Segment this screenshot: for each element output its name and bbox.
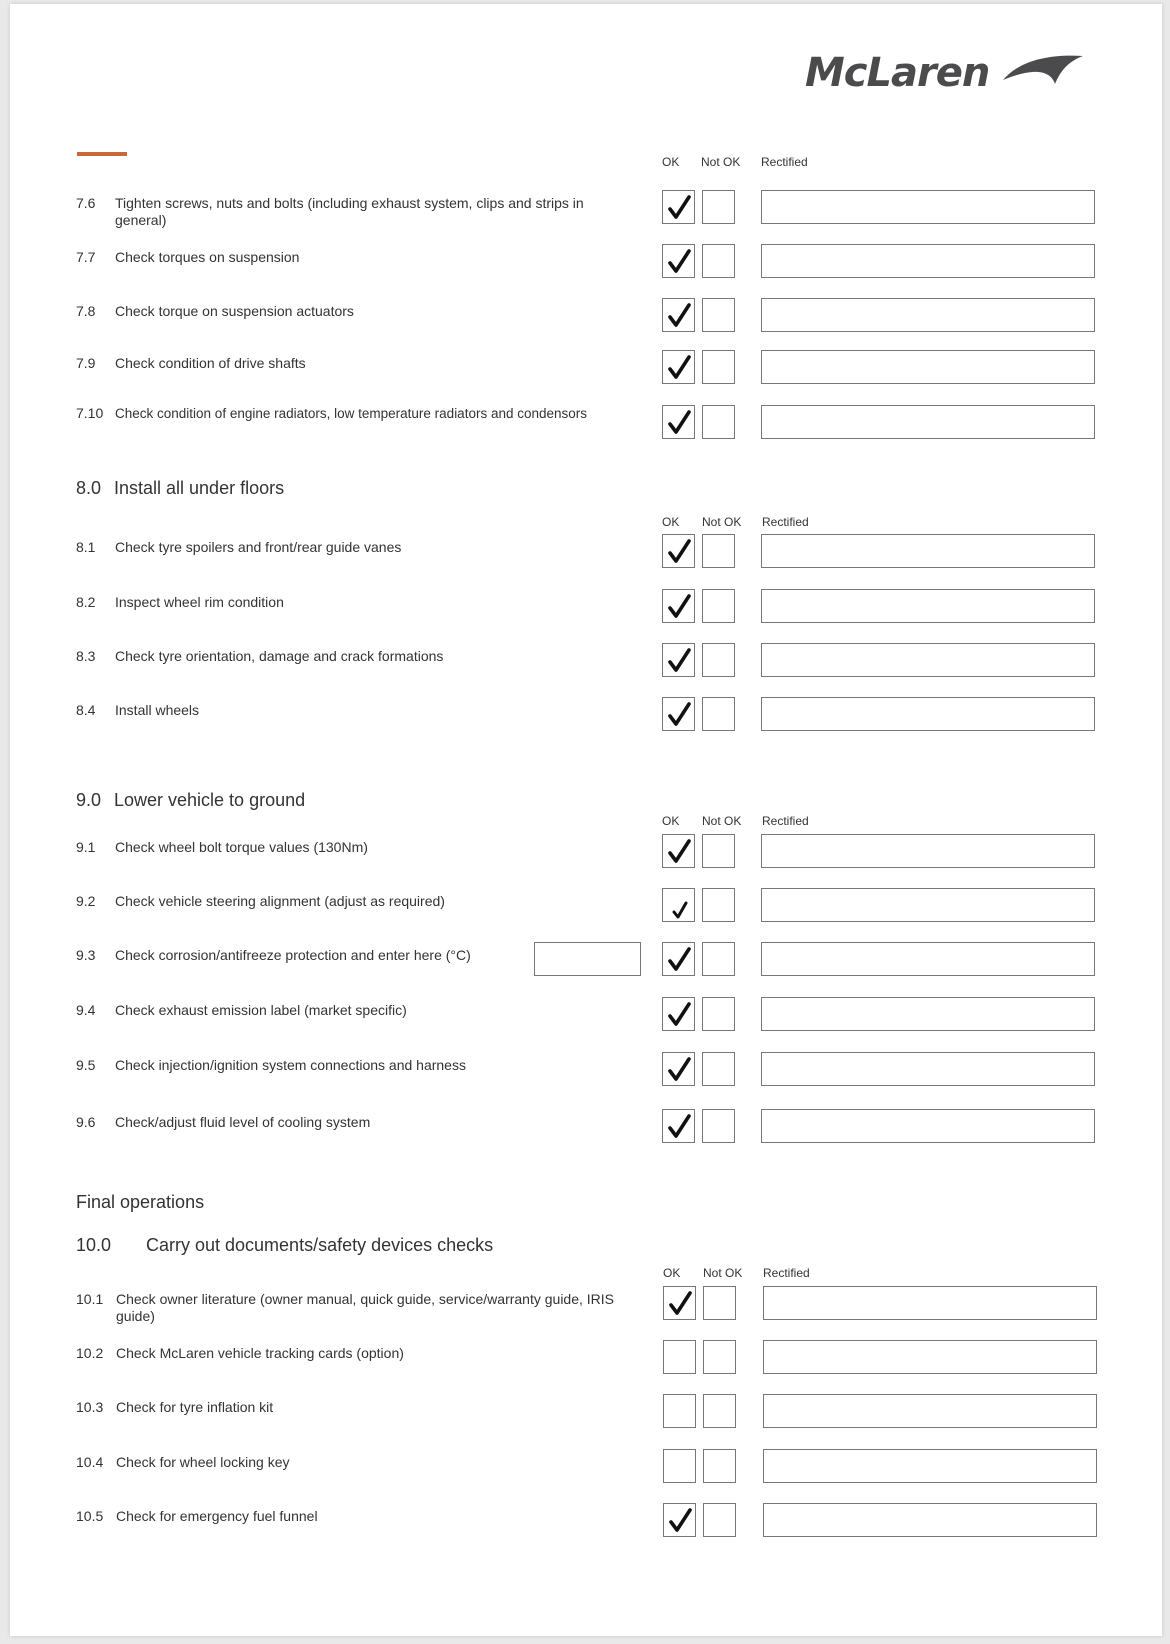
item-number: 9.2 <box>76 893 96 909</box>
item-number: 7.7 <box>76 249 96 265</box>
checkmark-icon <box>666 1054 693 1084</box>
checklist-row <box>0 1340 1170 1376</box>
ok-checkbox[interactable] <box>663 1503 696 1537</box>
item-number: 8.1 <box>76 539 96 555</box>
rectified-field[interactable] <box>761 244 1095 278</box>
checklist-row <box>0 534 1170 570</box>
rectified-field[interactable] <box>761 997 1095 1031</box>
ok-checkbox[interactable] <box>662 1052 695 1086</box>
item-number: 9.1 <box>76 839 96 855</box>
item-number: 10.5 <box>76 1508 104 1524</box>
checklist-row <box>0 1503 1170 1539</box>
item-text: Install wheels <box>115 702 200 718</box>
ok-checkbox[interactable] <box>663 1286 696 1320</box>
item-number: 7.6 <box>76 195 96 211</box>
ok-checkbox[interactable] <box>663 1340 696 1374</box>
accent-bar <box>77 152 127 156</box>
item-text: Check owner literature (owner manual, quick guide, service/warranty guide, IRIS guide) <box>116 1291 615 1324</box>
section-8-title <box>76 478 284 499</box>
logo-swoosh-icon <box>805 50 1085 98</box>
rectified-field[interactable] <box>761 405 1095 439</box>
final-operations-heading: Final operations <box>76 1192 205 1212</box>
not-ok-checkbox[interactable] <box>702 1109 735 1143</box>
checklist-row <box>0 1052 1170 1088</box>
rectified-field[interactable] <box>761 589 1095 623</box>
checklist-row <box>0 350 1170 386</box>
checklist-row <box>0 1109 1170 1145</box>
col-ok-label: OK <box>662 155 680 169</box>
ok-checkbox[interactable] <box>662 244 695 278</box>
section-number: 8.0 <box>76 478 102 498</box>
ok-checkbox[interactable] <box>663 1449 696 1483</box>
ok-checkbox[interactable] <box>662 405 695 439</box>
col-ok-label: OK <box>662 515 680 529</box>
not-ok-checkbox[interactable] <box>702 997 735 1031</box>
checkmark-icon <box>666 1111 693 1141</box>
item-text: Check condition of drive shafts <box>115 355 306 371</box>
not-ok-checkbox[interactable] <box>703 1503 736 1537</box>
ok-checkbox[interactable] <box>662 643 695 677</box>
checklist-row <box>0 298 1170 334</box>
item-number: 9.4 <box>76 1002 96 1018</box>
item-number: 9.6 <box>76 1114 96 1130</box>
item-number: 10.4 <box>76 1454 104 1470</box>
item-number: 7.10 <box>76 405 104 421</box>
rectified-field[interactable] <box>761 697 1095 731</box>
col-not-ok-label: Not OK <box>702 814 742 828</box>
checklist-row <box>0 190 1170 226</box>
item-number: 9.5 <box>76 1057 96 1073</box>
rectified-field[interactable] <box>761 350 1095 384</box>
rectified-field[interactable] <box>761 298 1095 332</box>
ok-checkbox[interactable] <box>662 942 695 976</box>
ok-checkbox[interactable] <box>662 697 695 731</box>
col-ok-label: OK <box>663 1266 681 1280</box>
checkmark-icon <box>666 300 693 330</box>
rectified-field[interactable] <box>763 1449 1097 1483</box>
mclaren-logo <box>805 50 1085 98</box>
rectified-field[interactable] <box>761 942 1095 976</box>
checkmark-icon <box>666 192 693 222</box>
item-text: Check torques on suspension <box>115 249 300 265</box>
checkmark-icon <box>666 944 693 974</box>
ok-checkbox[interactable] <box>662 298 695 332</box>
not-ok-checkbox[interactable] <box>702 190 735 224</box>
checkmark-icon <box>666 836 693 866</box>
item-text: Check torque on suspension actuators <box>115 303 354 319</box>
not-ok-checkbox[interactable] <box>702 643 735 677</box>
item-text: Check tyre spoilers and front/rear guide vanes <box>115 539 402 555</box>
checkmark-icon <box>666 246 693 276</box>
checklist-row <box>0 643 1170 679</box>
rectified-field[interactable] <box>761 190 1095 224</box>
rectified-field[interactable] <box>761 834 1095 868</box>
checklist-row <box>0 589 1170 625</box>
ok-checkbox[interactable] <box>662 589 695 623</box>
item-text: Check injection/ignition system connections and harness <box>115 1057 466 1073</box>
checkmark-icon <box>666 352 693 382</box>
checklist-row <box>0 997 1170 1033</box>
not-ok-checkbox[interactable] <box>702 697 735 731</box>
not-ok-checkbox[interactable] <box>703 1340 736 1374</box>
item-number: 8.2 <box>76 594 96 610</box>
not-ok-checkbox[interactable] <box>702 405 735 439</box>
ok-checkbox[interactable] <box>662 834 695 868</box>
checklist-row <box>0 697 1170 733</box>
item-text: Check vehicle steering alignment (adjust as required) <box>115 893 445 909</box>
checkmark-icon <box>667 1505 694 1535</box>
not-ok-checkbox[interactable] <box>702 350 735 384</box>
item-number: 10.3 <box>76 1399 104 1415</box>
item-text: Check exhaust emission label (market specific) <box>115 1002 407 1018</box>
col-not-ok-label: Not OK <box>701 155 741 169</box>
checklist-row <box>0 942 1170 978</box>
item-text: Check for emergency fuel funnel <box>116 1508 318 1524</box>
not-ok-checkbox[interactable] <box>702 942 735 976</box>
section-title-text: Install all under floors <box>114 478 285 498</box>
checklist-row <box>0 244 1170 280</box>
section-9-title <box>76 790 305 811</box>
item-number: 7.9 <box>76 355 96 371</box>
antifreeze-temp-field[interactable] <box>534 942 641 976</box>
checkmark-icon <box>666 999 693 1029</box>
not-ok-checkbox[interactable] <box>702 244 735 278</box>
item-number: 7.8 <box>76 303 96 319</box>
ok-checkbox[interactable] <box>662 888 695 922</box>
rectified-field[interactable] <box>761 643 1095 677</box>
checkmark-icon <box>666 536 693 566</box>
ok-checkbox[interactable] <box>662 350 695 384</box>
col-ok-label: OK <box>662 814 680 828</box>
item-text: Check condition of engine radiators, low temperature radiators and condensors <box>115 406 588 421</box>
item-text: Check for tyre inflation kit <box>116 1399 274 1415</box>
rectified-field[interactable] <box>763 1394 1097 1428</box>
rectified-field[interactable] <box>761 1052 1095 1086</box>
section-number: 9.0 <box>76 790 102 810</box>
not-ok-checkbox[interactable] <box>703 1286 736 1320</box>
logo-wordmark: McLaren <box>805 50 990 96</box>
item-number: 9.3 <box>76 947 96 963</box>
not-ok-checkbox[interactable] <box>702 834 735 868</box>
rectified-field[interactable] <box>763 1286 1097 1320</box>
not-ok-checkbox[interactable] <box>703 1449 736 1483</box>
item-number: 10.2 <box>76 1345 104 1361</box>
item-number: 8.3 <box>76 648 96 664</box>
checkmark-icon <box>666 645 693 675</box>
col-not-ok-label: Not OK <box>702 515 742 529</box>
checkmark-icon <box>666 591 693 621</box>
col-rectified-label: Rectified <box>763 1266 810 1280</box>
section-title-text: Carry out documents/safety devices checks <box>146 1235 494 1255</box>
checklist-row <box>0 888 1170 924</box>
item-text: Inspect wheel rim condition <box>115 594 284 610</box>
checklist-row <box>0 1286 1170 1322</box>
checkmark-icon <box>667 1288 694 1318</box>
section-10-title <box>76 1235 493 1256</box>
not-ok-checkbox[interactable] <box>702 298 735 332</box>
ok-checkbox[interactable] <box>662 190 695 224</box>
col-rectified-label: Rectified <box>761 155 808 169</box>
rectified-field[interactable] <box>761 888 1095 922</box>
item-text: Tighten screws, nuts and bolts (including exhaust system, clips and strips in general) <box>115 195 584 228</box>
checklist-row <box>0 834 1170 870</box>
ok-checkbox[interactable] <box>662 534 695 568</box>
col-rectified-label: Rectified <box>762 515 809 529</box>
rectified-field[interactable] <box>761 1109 1095 1143</box>
checklist-row <box>0 1449 1170 1485</box>
not-ok-checkbox[interactable] <box>702 888 735 922</box>
rectified-field[interactable] <box>763 1503 1097 1537</box>
item-text: Check/adjust fluid level of cooling system <box>115 1114 371 1130</box>
item-number: 10.1 <box>76 1291 104 1307</box>
item-text: Check for wheel locking key <box>116 1454 290 1470</box>
col-rectified-label: Rectified <box>762 814 809 828</box>
item-text: Check McLaren vehicle tracking cards (option) <box>116 1345 404 1361</box>
item-number: 8.4 <box>76 702 96 718</box>
ok-checkbox[interactable] <box>662 1109 695 1143</box>
item-text: Check wheel bolt torque values (130Nm) <box>115 839 368 855</box>
checkmark-icon <box>666 407 693 437</box>
item-text: Check corrosion/antifreeze protection and enter here (°C) <box>115 947 471 963</box>
rectified-field[interactable] <box>761 534 1095 568</box>
checkmark-icon <box>666 890 693 920</box>
ok-checkbox[interactable] <box>663 1394 696 1428</box>
checkmark-icon <box>666 699 693 729</box>
section-number: 10.0 <box>76 1235 112 1255</box>
not-ok-checkbox[interactable] <box>702 1052 735 1086</box>
checklist-row <box>0 1394 1170 1430</box>
col-not-ok-label: Not OK <box>703 1266 743 1280</box>
section-title-text: Lower vehicle to ground <box>114 790 306 810</box>
not-ok-checkbox[interactable] <box>702 534 735 568</box>
not-ok-checkbox[interactable] <box>703 1394 736 1428</box>
checklist-row <box>0 405 1170 441</box>
item-text: Check tyre orientation, damage and crack formations <box>115 648 444 664</box>
not-ok-checkbox[interactable] <box>702 589 735 623</box>
rectified-field[interactable] <box>763 1340 1097 1374</box>
ok-checkbox[interactable] <box>662 997 695 1031</box>
